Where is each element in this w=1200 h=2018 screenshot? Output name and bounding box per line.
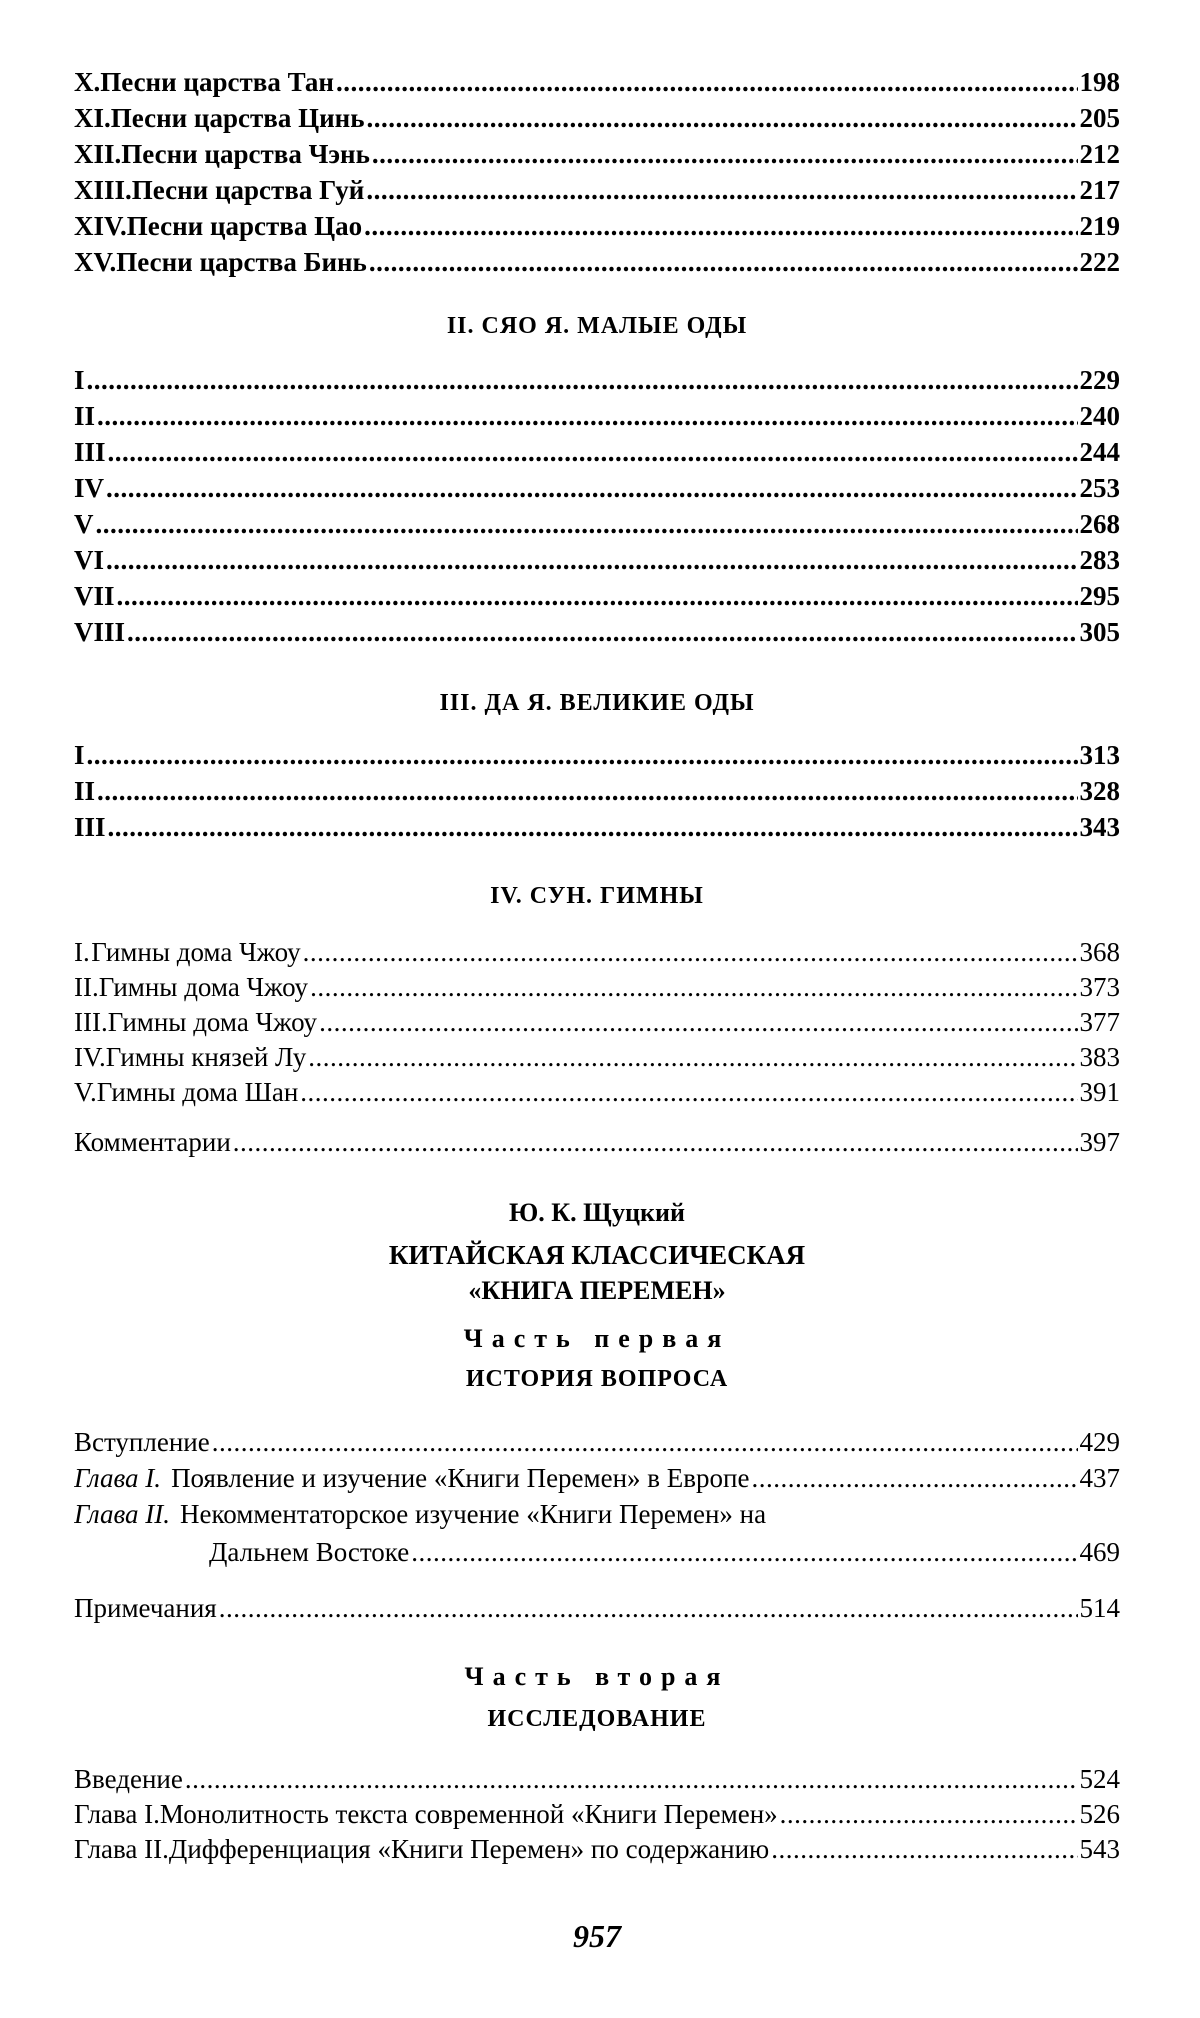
toc-row-number: V. — [74, 1077, 97, 1107]
leader-dots — [106, 542, 1077, 578]
toc-row — [74, 1496, 1120, 1532]
toc-row-number: X. — [74, 67, 101, 97]
leader-dots — [96, 506, 1078, 542]
toc-row-page: 383 — [1079, 1042, 1120, 1072]
part-label: Часть вторая — [464, 1662, 730, 1691]
toc-row — [74, 935, 1120, 970]
toc-row-page: 524 — [1079, 1764, 1120, 1794]
chapter-label: Глава I. — [74, 1799, 160, 1829]
toc-row-page: 305 — [1079, 617, 1120, 647]
toc-row — [74, 542, 1120, 578]
toc-row-page: 514 — [1079, 1593, 1120, 1623]
toc-row — [74, 1832, 1120, 1867]
toc-row — [74, 1424, 1120, 1460]
leader-dots — [310, 970, 1077, 1005]
toc-row-page: 437 — [1079, 1463, 1120, 1493]
toc-row-page: 343 — [1079, 812, 1120, 842]
toc-row-page: 313 — [1079, 740, 1120, 770]
toc-row-page: 205 — [1079, 103, 1120, 133]
toc-row-number: VIII — [74, 617, 126, 647]
toc-row-title: Некомментаторское изучение «Книги Перемен» на — [180, 1499, 767, 1529]
toc-row-title: Песни царства Цинь — [110, 103, 365, 133]
toc-row — [74, 809, 1120, 845]
leader-dots — [97, 773, 1077, 809]
toc-row — [74, 1125, 1120, 1160]
da-ya-list — [74, 737, 1120, 845]
chapter-label: Глава II. — [74, 1834, 169, 1864]
leader-dots — [369, 244, 1078, 280]
leader-dots — [108, 434, 1078, 470]
toc-row-number: II. — [74, 972, 99, 1002]
part-title: ИСТОРИЯ ВОПРОСА — [465, 1366, 729, 1392]
toc-row-page: 229 — [1079, 365, 1120, 395]
toc-row-page: 543 — [1079, 1834, 1120, 1864]
toc-row-number: XIV. — [74, 211, 127, 241]
toc-row-page: 429 — [1079, 1427, 1120, 1457]
leader-dots — [106, 470, 1077, 506]
toc-row-page: 244 — [1079, 437, 1120, 467]
toc-row-page: 283 — [1079, 545, 1120, 575]
chapter-label: Глава II. — [74, 1499, 171, 1529]
toc-row — [74, 172, 1120, 208]
leader-dots — [411, 1532, 1077, 1572]
toc-row — [74, 1762, 1120, 1797]
toc-row-number: VII — [74, 581, 115, 611]
toc-row-title: Дальнем Востоке — [209, 1537, 410, 1567]
toc-row — [74, 244, 1120, 280]
leader-dots — [771, 1832, 1077, 1867]
toc-row-title: Примечания — [74, 1593, 217, 1623]
toc-row-page: 240 — [1079, 401, 1120, 431]
leader-dots — [308, 1040, 1077, 1075]
part2-list — [74, 1762, 1120, 1867]
toc-row-number: II — [74, 401, 96, 431]
leader-dots — [233, 1125, 1078, 1160]
toc-row-number: VI — [74, 545, 105, 575]
toc-row-page: 268 — [1079, 509, 1120, 539]
toc-row — [74, 64, 1120, 100]
toc-row-continuation — [74, 1532, 1120, 1572]
comments-entry — [74, 1125, 1120, 1160]
toc-row-number: XV. — [74, 247, 117, 277]
leader-dots — [372, 136, 1078, 172]
toc-row-page: 373 — [1079, 972, 1120, 1002]
toc-row — [74, 398, 1120, 434]
toc-row — [74, 136, 1120, 172]
toc-row-title: Песни царства Гуй — [131, 175, 365, 205]
toc-row-page: 328 — [1079, 776, 1120, 806]
toc-row-page: 469 — [1079, 1537, 1120, 1567]
notes-entry — [74, 1590, 1120, 1626]
part1-list — [74, 1424, 1120, 1572]
part-title: ИССЛЕДОВАНИЕ — [487, 1706, 707, 1732]
part-label: Часть первая — [463, 1324, 731, 1353]
toc-row-page: 253 — [1079, 473, 1120, 503]
book-title-line-2: «КНИГА ПЕРЕМЕН» — [468, 1276, 726, 1305]
toc-row-number: II — [74, 776, 96, 806]
toc-row — [74, 1075, 1120, 1110]
toc-row-title: Комментарии — [74, 1127, 231, 1157]
toc-row-number: IV. — [74, 1042, 106, 1072]
leader-dots — [300, 1075, 1077, 1110]
leader-dots — [303, 935, 1078, 970]
leader-dots — [185, 1762, 1078, 1797]
toc-row-number: I — [74, 740, 85, 770]
toc-row — [74, 1460, 1120, 1496]
toc-row-page: 368 — [1079, 937, 1120, 967]
leader-dots — [108, 809, 1078, 845]
toc-row-page: 397 — [1079, 1127, 1120, 1157]
toc-row — [74, 100, 1120, 136]
toc-row-title: Введение — [74, 1764, 183, 1794]
toc-row-number: IV — [74, 473, 105, 503]
toc-row-title: Монолитность текста современной «Книги Перемен» — [159, 1799, 778, 1829]
toc-row-title: Дифференциация «Книги Перемен» по содержанию — [168, 1834, 770, 1864]
toc-row — [74, 737, 1120, 773]
toc-row-page: 212 — [1079, 139, 1120, 169]
toc-row-page: 219 — [1079, 211, 1120, 241]
leader-dots — [364, 208, 1077, 244]
leader-dots — [319, 1005, 1077, 1040]
toc-row — [74, 208, 1120, 244]
toc-row — [74, 1040, 1120, 1075]
section-heading-da-ya: III. ДА Я. ВЕЛИКИЕ ОДЫ — [439, 690, 755, 716]
xiao-ya-list — [74, 362, 1120, 650]
section-heading-sung: IV. СУН. ГИМНЫ — [490, 883, 704, 909]
leader-dots — [780, 1797, 1078, 1832]
toc-row-page: 377 — [1079, 1007, 1120, 1037]
toc-row — [74, 970, 1120, 1005]
toc-row-number: XII. — [74, 139, 122, 169]
toc-row-title: Гимны дома Чжоу — [98, 972, 309, 1002]
leader-dots — [117, 578, 1078, 614]
toc-row-number: I. — [74, 937, 90, 967]
leader-dots — [751, 1460, 1077, 1496]
toc-row — [74, 578, 1120, 614]
leader-dots — [366, 172, 1077, 208]
toc-row-title: Появление и изучение «Книги Перемен» в Европе — [171, 1463, 750, 1493]
toc-row — [74, 614, 1120, 650]
toc-row-number: XIII. — [74, 175, 132, 205]
toc-row-title: Гимны дома Чжоу — [107, 1007, 318, 1037]
toc-row-page: 526 — [1079, 1799, 1120, 1829]
leader-dots — [219, 1590, 1078, 1626]
toc-row-page: 198 — [1079, 67, 1120, 97]
toc-row-number: V — [74, 509, 94, 539]
toc-row — [74, 1005, 1120, 1040]
toc-row-title: Гимны дома Шан — [96, 1077, 299, 1107]
leader-dots — [212, 1424, 1078, 1460]
section-heading-xiao-ya: II. СЯО Я. МАЛЫЕ ОДЫ — [446, 313, 748, 339]
toc-row-title: Песни царства Тан — [100, 67, 334, 97]
book-title-line-1: КИТАЙСКАЯ КЛАССИЧЕСКАЯ — [388, 1240, 806, 1270]
toc-row — [74, 1590, 1120, 1626]
toc-row-title: Песни царства Цао — [126, 211, 363, 241]
leader-dots — [127, 614, 1077, 650]
toc-row-number: XI. — [74, 103, 111, 133]
toc-row — [74, 470, 1120, 506]
page-number: 957 — [573, 1918, 621, 1954]
toc-row-page: 217 — [1079, 175, 1120, 205]
toc-row-page: 295 — [1079, 581, 1120, 611]
toc-row-title: Гимны дома Чжоу — [91, 937, 301, 967]
leader-dots — [97, 398, 1077, 434]
toc-row-title: Вступление — [74, 1427, 210, 1457]
toc-row — [74, 362, 1120, 398]
toc-row-number: III — [74, 437, 106, 467]
toc-row — [74, 773, 1120, 809]
toc-row-number: III — [74, 812, 106, 842]
leader-dots — [366, 100, 1077, 136]
leader-dots — [87, 362, 1078, 398]
leader-dots — [87, 737, 1078, 773]
toc-row-number: I — [74, 365, 85, 395]
toc-row-number: III. — [74, 1007, 108, 1037]
toc-row — [74, 1797, 1120, 1832]
leader-dots — [336, 64, 1078, 100]
toc-row-title: Песни царства Бинь — [116, 247, 367, 277]
toc-row-page: 222 — [1079, 247, 1120, 277]
toc-row — [74, 506, 1120, 542]
toc-row-page: 391 — [1079, 1077, 1120, 1107]
sung-list — [74, 935, 1120, 1110]
toc-row-title: Песни царства Чэнь — [121, 139, 370, 169]
author-name: Ю. К. Щуцкий — [509, 1198, 685, 1227]
toc-row-title: Гимны князей Лу — [105, 1042, 307, 1072]
chapter-label: Глава I. — [74, 1463, 162, 1493]
toc-row — [74, 434, 1120, 470]
odes-top-list — [74, 64, 1120, 280]
